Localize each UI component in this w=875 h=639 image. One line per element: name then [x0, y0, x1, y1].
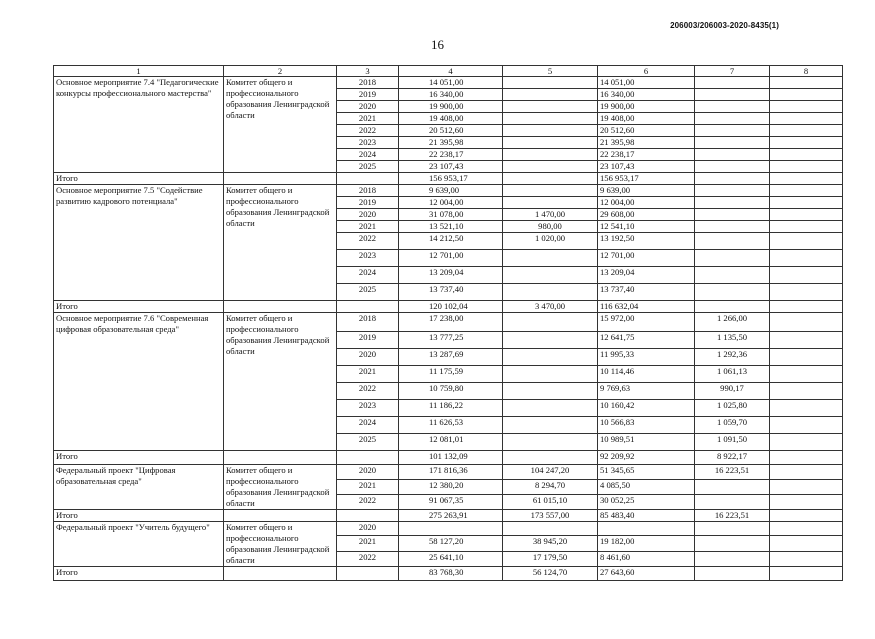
- amount-local: [695, 113, 770, 125]
- amount-regional: 13 192,50: [598, 233, 695, 250]
- amount-regional: 11 995,33: [598, 349, 695, 366]
- total-amount: 120 102,04: [399, 301, 503, 313]
- total-amount: 101 132,09: [399, 451, 503, 465]
- year-cell: 2021: [337, 479, 399, 495]
- total-other: [770, 510, 843, 522]
- amount-federal: [503, 267, 598, 284]
- year-cell: 2024: [337, 267, 399, 284]
- column-header-4: 4: [399, 66, 503, 77]
- amount-total: 11 186,22: [399, 400, 503, 417]
- amount-federal: [503, 77, 598, 89]
- amount-local: [695, 161, 770, 173]
- amount-local: [695, 77, 770, 89]
- amount-local: [695, 185, 770, 197]
- amount-regional: 10 566,83: [598, 417, 695, 434]
- amount-total: 23 107,43: [399, 161, 503, 173]
- amount-regional: 9 769,63: [598, 383, 695, 400]
- amount-regional: [598, 522, 695, 536]
- amount-other: [770, 113, 843, 125]
- amount-federal: [503, 417, 598, 434]
- amount-local: [695, 125, 770, 137]
- total-executor: [224, 567, 337, 581]
- amount-total: 22 238,17: [399, 149, 503, 161]
- amount-total: 17 238,00: [399, 313, 503, 332]
- total-label: Итого: [54, 510, 224, 522]
- total-executor: [224, 173, 337, 185]
- amount-total: 19 408,00: [399, 113, 503, 125]
- amount-regional: 8 461,60: [598, 551, 695, 566]
- amount-other: [770, 479, 843, 495]
- amount-total: 9 639,00: [399, 185, 503, 197]
- document-code: 206003/206003-2020-8435(1): [670, 21, 779, 30]
- amount-regional: 19 408,00: [598, 113, 695, 125]
- amount-total: 12 701,00: [399, 250, 503, 267]
- responsible-executor: Комитет общего и профессионального образования Ленинградской области: [224, 185, 337, 301]
- year-cell: 2018: [337, 313, 399, 332]
- amount-federal: 38 945,20: [503, 536, 598, 551]
- amount-total: 25 641,10: [399, 551, 503, 566]
- amount-total: 19 900,00: [399, 101, 503, 113]
- amount-regional: 9 639,00: [598, 185, 695, 197]
- amount-federal: [503, 250, 598, 267]
- year-cell: 2024: [337, 149, 399, 161]
- amount-other: [770, 313, 843, 332]
- responsible-executor: Комитет общего и профессионального образования Ленинградской области: [224, 465, 337, 510]
- year-cell: 2025: [337, 434, 399, 451]
- amount-regional: 21 395,98: [598, 137, 695, 149]
- total-federal: 3 470,00: [503, 301, 598, 313]
- amount-local: [695, 221, 770, 233]
- total-executor: [224, 451, 337, 465]
- amount-federal: [503, 434, 598, 451]
- amount-local: 1 135,50: [695, 332, 770, 349]
- amount-local: [695, 101, 770, 113]
- amount-other: [770, 89, 843, 101]
- year-cell: 2023: [337, 400, 399, 417]
- responsible-executor: Комитет общего и профессионального образования Ленинградской области: [224, 313, 337, 451]
- total-row: [54, 451, 843, 465]
- amount-federal: [503, 125, 598, 137]
- column-header-7: 7: [695, 66, 770, 77]
- amount-federal: [503, 113, 598, 125]
- amount-local: [695, 137, 770, 149]
- total-local: [695, 301, 770, 313]
- amount-other: [770, 250, 843, 267]
- total-local: [695, 173, 770, 185]
- year-cell: 2022: [337, 383, 399, 400]
- total-year: [337, 173, 399, 185]
- total-federal: [503, 451, 598, 465]
- amount-federal: [503, 400, 598, 417]
- year-cell: 2018: [337, 185, 399, 197]
- amount-total: 171 816,36: [399, 465, 503, 480]
- amount-other: [770, 332, 843, 349]
- total-regional: 27 643,60: [598, 567, 695, 581]
- year-cell: 2020: [337, 349, 399, 366]
- total-federal: 173 557,00: [503, 510, 598, 522]
- amount-federal: 980,00: [503, 221, 598, 233]
- amount-federal: [503, 137, 598, 149]
- amount-other: [770, 551, 843, 566]
- year-cell: 2019: [337, 332, 399, 349]
- amount-federal: [503, 185, 598, 197]
- total-local: [695, 567, 770, 581]
- year-cell: 2021: [337, 113, 399, 125]
- total-year: [337, 451, 399, 465]
- table-row: [54, 313, 843, 332]
- total-regional: 116 632,04: [598, 301, 695, 313]
- table-body: [54, 77, 843, 581]
- amount-total: [399, 522, 503, 536]
- amount-other: [770, 522, 843, 536]
- amount-regional: 22 238,17: [598, 149, 695, 161]
- amount-local: [695, 149, 770, 161]
- total-other: [770, 173, 843, 185]
- total-amount: 83 768,30: [399, 567, 503, 581]
- amount-total: 11 175,59: [399, 366, 503, 383]
- total-federal: [503, 173, 598, 185]
- amount-regional: 16 340,00: [598, 89, 695, 101]
- total-local: 8 922,17: [695, 451, 770, 465]
- year-cell: 2021: [337, 536, 399, 551]
- amount-total: 13 737,40: [399, 284, 503, 301]
- total-label: Итого: [54, 567, 224, 581]
- amount-regional: 13 209,04: [598, 267, 695, 284]
- year-cell: 2023: [337, 137, 399, 149]
- amount-other: [770, 77, 843, 89]
- year-cell: 2024: [337, 417, 399, 434]
- amount-federal: [503, 101, 598, 113]
- amount-regional: 15 972,00: [598, 313, 695, 332]
- amount-total: 12 380,20: [399, 479, 503, 495]
- year-cell: 2022: [337, 233, 399, 250]
- amount-federal: 8 294,70: [503, 479, 598, 495]
- total-regional: 85 483,40: [598, 510, 695, 522]
- total-other: [770, 451, 843, 465]
- column-header-2: 2: [224, 66, 337, 77]
- total-row: [54, 510, 843, 522]
- amount-total: 13 521,10: [399, 221, 503, 233]
- amount-other: [770, 267, 843, 284]
- total-label: Итого: [54, 301, 224, 313]
- total-amount: 156 953,17: [399, 173, 503, 185]
- amount-total: 13 777,25: [399, 332, 503, 349]
- amount-federal: [503, 89, 598, 101]
- year-cell: 2020: [337, 101, 399, 113]
- total-year: [337, 301, 399, 313]
- column-header-8: 8: [770, 66, 843, 77]
- amount-total: 13 287,69: [399, 349, 503, 366]
- year-cell: 2021: [337, 366, 399, 383]
- amount-total: 21 395,98: [399, 137, 503, 149]
- amount-other: [770, 284, 843, 301]
- amount-local: 1 061,13: [695, 366, 770, 383]
- amount-total: 12 004,00: [399, 197, 503, 209]
- amount-total: 58 127,20: [399, 536, 503, 551]
- total-row: [54, 567, 843, 581]
- total-federal: 56 124,70: [503, 567, 598, 581]
- year-cell: 2020: [337, 522, 399, 536]
- activity-name: Федеральный проект "Цифровая образовательная среда": [54, 465, 224, 510]
- column-header-3: 3: [337, 66, 399, 77]
- total-regional: 92 209,92: [598, 451, 695, 465]
- amount-federal: [503, 313, 598, 332]
- amount-other: [770, 349, 843, 366]
- total-other: [770, 567, 843, 581]
- amount-regional: 10 160,42: [598, 400, 695, 417]
- year-cell: 2020: [337, 465, 399, 480]
- table-row: [54, 522, 843, 536]
- total-row: [54, 301, 843, 313]
- amount-federal: [503, 349, 598, 366]
- year-cell: 2020: [337, 209, 399, 221]
- column-header-6: 6: [598, 66, 695, 77]
- year-cell: 2023: [337, 250, 399, 267]
- amount-other: [770, 233, 843, 250]
- amount-other: [770, 137, 843, 149]
- year-cell: 2019: [337, 197, 399, 209]
- total-amount: 275 263,91: [399, 510, 503, 522]
- amount-local: [695, 197, 770, 209]
- amount-total: 14 212,50: [399, 233, 503, 250]
- amount-regional: 19 182,00: [598, 536, 695, 551]
- total-executor: [224, 510, 337, 522]
- table-row: [54, 77, 843, 89]
- amount-other: [770, 209, 843, 221]
- responsible-executor: Комитет общего и профессионального образования Ленинградской области: [224, 522, 337, 567]
- amount-local: 1 091,50: [695, 434, 770, 451]
- activity-name: Основное мероприятие 7.5 "Содействие развитию кадрового потенциала": [54, 185, 224, 301]
- column-header-row: [54, 66, 843, 77]
- amount-regional: 13 737,40: [598, 284, 695, 301]
- activity-name: Федеральный проект "Учитель будущего": [54, 522, 224, 567]
- amount-federal: [503, 366, 598, 383]
- amount-federal: [503, 149, 598, 161]
- amount-federal: 61 015,10: [503, 495, 598, 510]
- activity-name: Основное мероприятие 7.6 "Современная цифровая образовательная среда": [54, 313, 224, 451]
- amount-other: [770, 417, 843, 434]
- amount-regional: 23 107,43: [598, 161, 695, 173]
- year-cell: 2021: [337, 221, 399, 233]
- amount-regional: 12 541,10: [598, 221, 695, 233]
- amount-total: 31 078,00: [399, 209, 503, 221]
- amount-local: 16 223,51: [695, 465, 770, 480]
- year-cell: 2022: [337, 125, 399, 137]
- amount-local: [695, 551, 770, 566]
- amount-local: 1 292,36: [695, 349, 770, 366]
- amount-federal: [503, 284, 598, 301]
- amount-regional: 29 608,00: [598, 209, 695, 221]
- amount-local: [695, 536, 770, 551]
- activity-name: Основное мероприятие 7.4 "Педагогические конкурсы профессионального мастерства": [54, 77, 224, 173]
- amount-total: 14 051,00: [399, 77, 503, 89]
- total-row: [54, 173, 843, 185]
- amount-regional: 51 345,65: [598, 465, 695, 480]
- page-number: 16: [431, 37, 444, 52]
- amount-regional: 20 512,60: [598, 125, 695, 137]
- amount-regional: 4 085,50: [598, 479, 695, 495]
- year-cell: 2025: [337, 284, 399, 301]
- amount-federal: [503, 332, 598, 349]
- amount-local: [695, 267, 770, 284]
- total-label: Итого: [54, 451, 224, 465]
- amount-total: 16 340,00: [399, 89, 503, 101]
- total-year: [337, 567, 399, 581]
- amount-regional: 19 900,00: [598, 101, 695, 113]
- amount-local: 990,17: [695, 383, 770, 400]
- table-row: [54, 185, 843, 197]
- year-cell: 2018: [337, 77, 399, 89]
- amount-total: 20 512,60: [399, 125, 503, 137]
- amount-total: 91 067,35: [399, 495, 503, 510]
- amount-local: 1 266,00: [695, 313, 770, 332]
- amount-total: 11 626,53: [399, 417, 503, 434]
- column-header-5: 5: [503, 66, 598, 77]
- amount-other: [770, 400, 843, 417]
- amount-other: [770, 149, 843, 161]
- amount-total: 10 759,80: [399, 383, 503, 400]
- amount-federal: [503, 383, 598, 400]
- amount-local: [695, 89, 770, 101]
- amount-other: [770, 465, 843, 480]
- amount-federal: [503, 197, 598, 209]
- amount-federal: 17 179,50: [503, 551, 598, 566]
- amount-other: [770, 185, 843, 197]
- amount-federal: [503, 161, 598, 173]
- amount-other: [770, 495, 843, 510]
- table-row: [54, 465, 843, 480]
- amount-total: 12 081,01: [399, 434, 503, 451]
- amount-other: [770, 161, 843, 173]
- amount-other: [770, 366, 843, 383]
- amount-local: 1 059,70: [695, 417, 770, 434]
- total-regional: 156 953,17: [598, 173, 695, 185]
- amount-federal: 1 470,00: [503, 209, 598, 221]
- amount-local: 1 025,80: [695, 400, 770, 417]
- amount-federal: 104 247,20: [503, 465, 598, 480]
- column-header-1: 1: [54, 66, 224, 77]
- amount-other: [770, 536, 843, 551]
- amount-other: [770, 221, 843, 233]
- amount-other: [770, 383, 843, 400]
- responsible-executor: Комитет общего и профессионального образования Ленинградской области: [224, 77, 337, 173]
- amount-local: [695, 209, 770, 221]
- amount-federal: [503, 522, 598, 536]
- budget-table: [53, 65, 843, 581]
- amount-regional: 12 004,00: [598, 197, 695, 209]
- amount-regional: 12 701,00: [598, 250, 695, 267]
- amount-other: [770, 197, 843, 209]
- amount-federal: 1 020,00: [503, 233, 598, 250]
- amount-regional: 10 114,46: [598, 366, 695, 383]
- amount-local: [695, 233, 770, 250]
- year-cell: 2022: [337, 551, 399, 566]
- amount-other: [770, 101, 843, 113]
- amount-other: [770, 434, 843, 451]
- amount-local: [695, 284, 770, 301]
- total-year: [337, 510, 399, 522]
- amount-local: [695, 250, 770, 267]
- total-local: 16 223,51: [695, 510, 770, 522]
- amount-regional: 30 052,25: [598, 495, 695, 510]
- total-executor: [224, 301, 337, 313]
- amount-regional: 10 989,51: [598, 434, 695, 451]
- amount-local: [695, 522, 770, 536]
- amount-regional: 14 051,00: [598, 77, 695, 89]
- year-cell: 2022: [337, 495, 399, 510]
- year-cell: 2019: [337, 89, 399, 101]
- amount-total: 13 209,04: [399, 267, 503, 284]
- amount-local: [695, 479, 770, 495]
- total-other: [770, 301, 843, 313]
- amount-local: [695, 495, 770, 510]
- amount-regional: 12 641,75: [598, 332, 695, 349]
- total-label: Итого: [54, 173, 224, 185]
- year-cell: 2025: [337, 161, 399, 173]
- amount-other: [770, 125, 843, 137]
